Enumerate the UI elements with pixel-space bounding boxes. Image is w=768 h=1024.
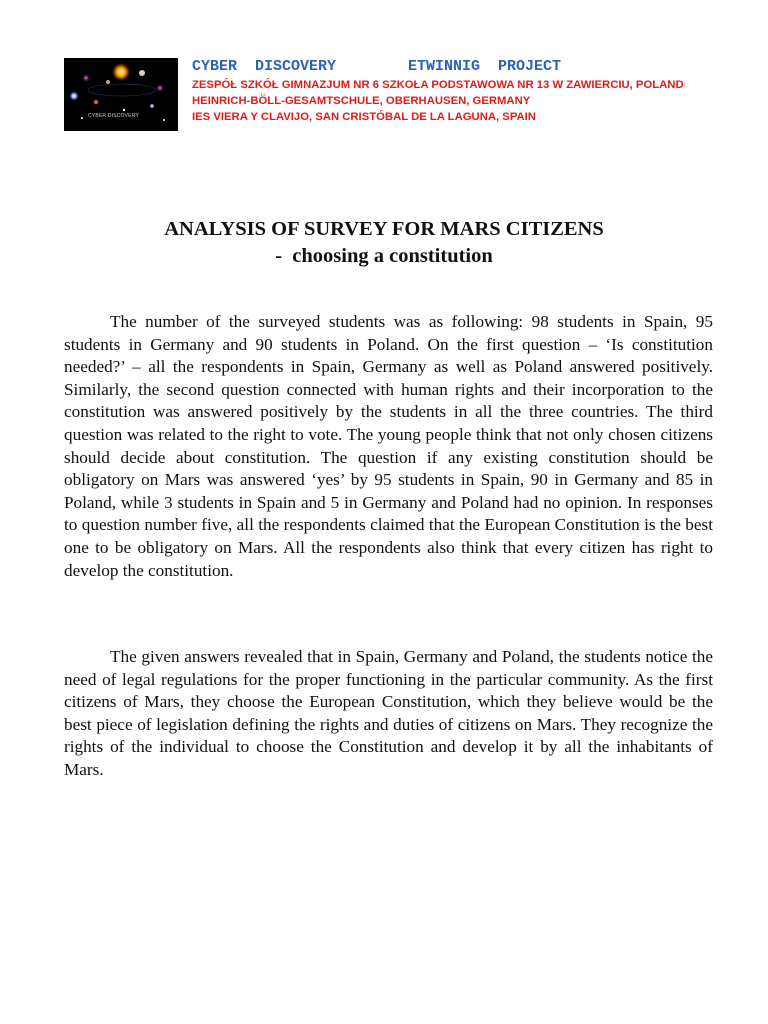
project-title: CYBER DISCOVERY ETWINNIG PROJECT bbox=[192, 58, 562, 75]
document-subtitle: - choosing a constitution bbox=[275, 245, 493, 267]
document-title: ANALYSIS OF SURVEY FOR MARS CITIZENS bbox=[164, 218, 604, 240]
school-germany: HEINRICH-BÖLL-GESAMTSCHULE, OBERHAUSEN, GERMANY bbox=[192, 95, 531, 107]
paragraph-conclusion: The given answers revealed that in Spain, Germany and Poland, the students notice the need of legal regulations for the proper functioning in the particular community. As the first citizens of Mars, they choose the European Constitution, which they believe would be the best piece of legislation defining the rights and duties of citizens on Mars. They recognize the rights of the individual to choose the Constitution and develop it by all the inhabitants of Mars. bbox=[64, 647, 713, 779]
school-poland: ZESPÓŁ SZKÓŁ GIMNAZJUM NR 6 SZKOŁA PODSTAWOWA NR 13 W ZAWIERCIU, POLAND bbox=[192, 79, 684, 91]
logo-caption: CYBER DISCOVERY bbox=[88, 113, 139, 119]
paragraph-survey-results: The number of the surveyed students was as following: 98 students in Spain, 95 students in Germany and 90 students in Poland. On the first question – ‘Is constitution needed?’ – all the respondents in Spain, Germany as well as Poland answered positively. Similarly, the second question connected with human rights and their incorporation to the constitution was answered positively by the students in all the three countries. The third question was related to the right to vote. The young people think that not only chosen citizens should decide about constitution. The question if any existing constitution should be obligatory on Mars was answered ‘yes’ by 95 students in Spain, 90 in Germany and 85 in Poland, while 3 students in Spain and 5 in Germany and Poland had no opinion. In responses to question number five, all the respondents claimed that the European Constitution is the best one to be obligatory on Mars. All the respondents also think that every citizen has right to develop the constitution. bbox=[64, 312, 713, 580]
school-spain: IES VIERA Y CLAVIJO, SAN CRISTÓBAL DE LA LAGUNA, SPAIN bbox=[192, 111, 536, 123]
project-logo bbox=[64, 58, 178, 131]
space-image bbox=[64, 58, 178, 131]
